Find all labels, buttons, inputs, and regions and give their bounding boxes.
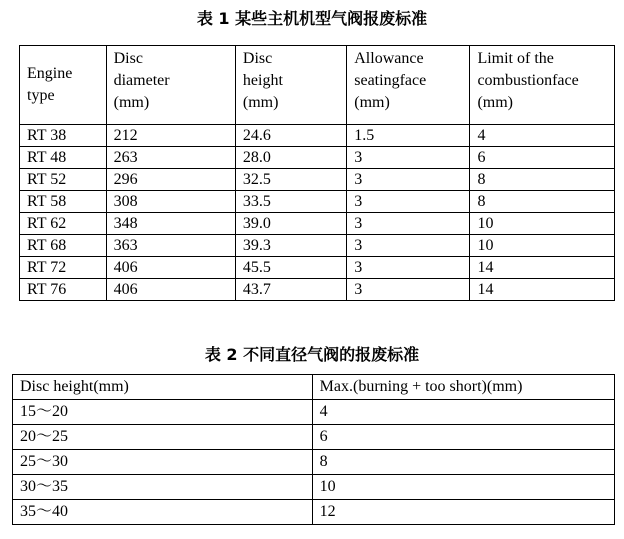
table1-row: [20, 279, 615, 301]
table-cell: RT 62: [20, 213, 107, 235]
table2-body: [13, 400, 615, 525]
table-cell: 25～30: [13, 450, 313, 475]
table-cell: 308: [106, 191, 235, 213]
table-cell: 263: [106, 147, 235, 169]
header-disc-height-range: Disc height(mm): [13, 375, 313, 400]
table-cell: 12: [312, 500, 614, 525]
table-cell: 15～20: [13, 400, 313, 425]
table2-row: [13, 450, 615, 475]
table-cell: 3: [347, 169, 470, 191]
engine-valve-scrap-table: [19, 45, 615, 301]
table-cell: 10: [470, 235, 615, 257]
table-cell: 6: [470, 147, 615, 169]
table-cell: 39.0: [235, 213, 346, 235]
table-cell: 3: [347, 213, 470, 235]
table-cell: 32.5: [235, 169, 346, 191]
table2-row: [13, 500, 615, 525]
table-cell: RT 58: [20, 191, 107, 213]
table-cell: 33.5: [235, 191, 346, 213]
table-cell: 28.0: [235, 147, 346, 169]
table1-body: [20, 125, 615, 301]
table-cell: RT 52: [20, 169, 107, 191]
table-cell: 30～35: [13, 475, 313, 500]
table-cell: 14: [470, 279, 615, 301]
table-cell: 212: [106, 125, 235, 147]
table1-row: [20, 147, 615, 169]
table-cell: 3: [347, 279, 470, 301]
table-cell: 4: [312, 400, 614, 425]
header-disc-diameter: Disc diameter (mm): [106, 46, 235, 125]
table-cell: 406: [106, 257, 235, 279]
table2-caption: 表 2 不同直径气阀的报废标准: [204, 345, 420, 364]
table1-caption: 表 1 某些主机机型气阀报废标准: [196, 9, 428, 28]
table-cell: 6: [312, 425, 614, 450]
table1-header-row: [20, 46, 615, 125]
table-cell: RT 72: [20, 257, 107, 279]
table1-row: [20, 257, 615, 279]
table-cell: 10: [312, 475, 614, 500]
table-cell: 20～25: [13, 425, 313, 450]
table1-row: [20, 125, 615, 147]
table-cell: 43.7: [235, 279, 346, 301]
table-cell: 8: [312, 450, 614, 475]
table-cell: 3: [347, 235, 470, 257]
table-cell: 3: [347, 147, 470, 169]
table-cell: 296: [106, 169, 235, 191]
table-cell: 8: [470, 191, 615, 213]
table-cell: 45.5: [235, 257, 346, 279]
table-cell: RT 76: [20, 279, 107, 301]
table-cell: 35～40: [13, 500, 313, 525]
table-cell: 8: [470, 169, 615, 191]
table1-row: [20, 235, 615, 257]
header-allowance-seatingface: Allowance seatingface (mm): [347, 46, 470, 125]
table-cell: 39.3: [235, 235, 346, 257]
header-disc-height: Disc height (mm): [235, 46, 346, 125]
table1-row: [20, 169, 615, 191]
table-cell: 363: [106, 235, 235, 257]
table2-header-row: [13, 375, 615, 400]
table-cell: 1.5: [347, 125, 470, 147]
table-cell: RT 68: [20, 235, 107, 257]
table1-row: [20, 191, 615, 213]
table-cell: 406: [106, 279, 235, 301]
table-cell: 14: [470, 257, 615, 279]
table2-row: [13, 475, 615, 500]
header-limit-combustionface: Limit of the combustionface (mm): [470, 46, 615, 125]
table2-row: [13, 425, 615, 450]
table-cell: 10: [470, 213, 615, 235]
table-cell: 3: [347, 191, 470, 213]
disc-height-scrap-table: [12, 374, 615, 525]
table-cell: 3: [347, 257, 470, 279]
table-cell: 348: [106, 213, 235, 235]
table2-row: [13, 400, 615, 425]
header-engine-type: Engine type: [20, 46, 107, 125]
header-max-burning-too-short: Max.(burning + too short)(mm): [312, 375, 614, 400]
table1-row: [20, 213, 615, 235]
table-cell: 24.6: [235, 125, 346, 147]
table-cell: RT 48: [20, 147, 107, 169]
table-cell: 4: [470, 125, 615, 147]
table-cell: RT 38: [20, 125, 107, 147]
